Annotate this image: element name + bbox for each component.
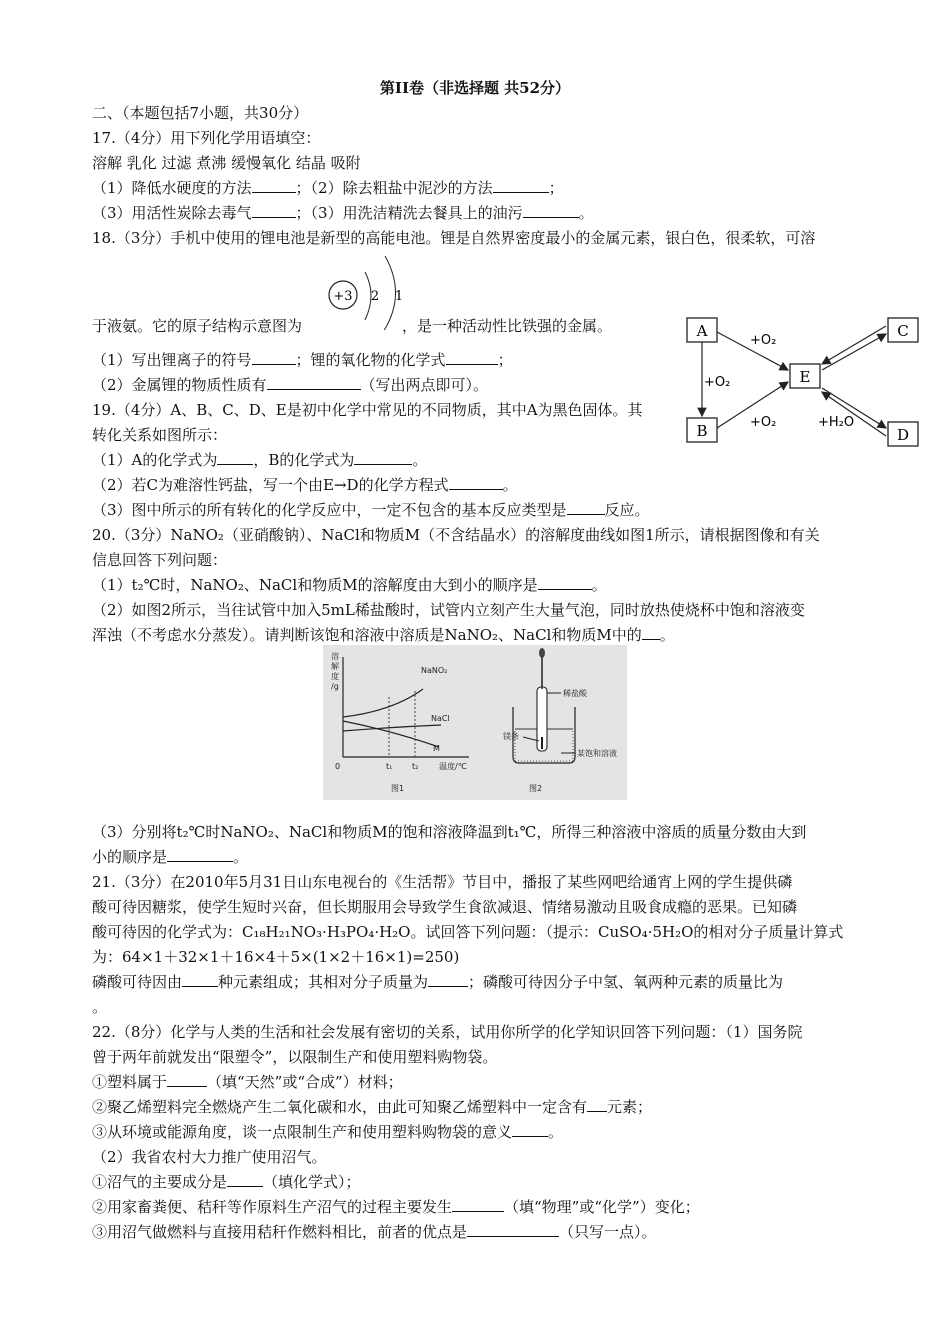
q21-line3: 酸可待因的化学式为：C₁₈H₂₁NO₃·H₃PO₄·H₂O。试回答下列问题：（提示：CuSO₄·5H₂O的相对分子质量计算式 [92, 923, 844, 941]
fig1-caption: 图1 [391, 784, 405, 793]
t2-label: t₂ [412, 762, 419, 771]
label-a-b: +O₂ [704, 375, 731, 390]
mg-label: 镁条 [503, 732, 519, 741]
label-b-e: +O₂ [750, 415, 777, 430]
q17-options: 溶解 乳化 过滤 煮沸 缓慢氧化 结晶 吸附 [92, 154, 361, 172]
xaxis-label: 温度/℃ [439, 762, 467, 771]
q22-b2: ②用家畜粪便、秸秆等作原料生产沼气的过程主要发生 （填“物理”或“化学”）变化； [92, 1198, 700, 1216]
blank[interactable] [217, 450, 253, 465]
blank[interactable] [567, 500, 605, 515]
svg-text:/g: /g [331, 682, 339, 691]
blank[interactable] [523, 203, 579, 218]
q22-line2: 曾于两年前就发出“限塑令”，以限制生产和使用塑料购物袋。 [92, 1048, 498, 1066]
q22-a3: ③从环境或能源角度，谈一点限制生产和使用塑料购物袋的意义 。 [92, 1123, 564, 1141]
paper-title: 第II卷（非选择题 共52分） [379, 79, 571, 97]
q20-part3b: 小的顺序是 。 [92, 848, 249, 866]
fig2-caption: 图2 [529, 784, 543, 793]
blank[interactable] [449, 475, 503, 490]
q18-part1: （1）写出锂离子的符号 ；锂的氧化物的化学式 ； [92, 351, 513, 369]
q19-stem2: 转化关系如图所示： [92, 426, 228, 444]
q17-line2: （3）用活性炭除去毒气 ；（3）用洗洁精洗去餐具上的油污 。 [92, 204, 594, 222]
blank[interactable] [467, 1222, 559, 1237]
q22-a1: ①塑料属于 （填“天然”或“合成”）材料； [92, 1073, 403, 1091]
q18-cont-a: 于液氨。它的原子结构示意图为 [92, 317, 303, 335]
q18-cont-b: ，是一种活动性比铁强的金属。 [402, 317, 613, 335]
blank[interactable] [167, 847, 233, 862]
t1-label: t₁ [386, 762, 393, 771]
atom-shell2: 1 [394, 289, 404, 304]
q21-line2: 酸可待因糖浆，使学生短时兴奋，但长期服用会导致学生食欲减退、情绪易激动且吸食成瘾的恶果。已知磷 [92, 898, 798, 916]
q22-line1: 22.（8分）化学与人类的生活和社会发展有密切的关系，试用你所学的化学知识回答下列问题：（1）国务院 [92, 1023, 803, 1041]
blank[interactable] [252, 350, 296, 365]
blank[interactable] [182, 972, 218, 987]
origin-label: 0 [335, 762, 341, 771]
q20-stem1: 20.（3分）NaNO₂（亚硝酸钠）、NaCl和物质M（不含结晶水）的溶解度曲线如图1所示，请根据图像和有关 [92, 526, 820, 544]
blank[interactable] [587, 1097, 607, 1112]
blank[interactable] [512, 1122, 548, 1137]
label-a-e: +O₂ [750, 333, 777, 348]
q22-b3: ③用沼气做燃料与直接用秸秆作燃料相比，前者的优点是 （只写一点）。 [92, 1223, 657, 1241]
blank[interactable] [354, 450, 412, 465]
q19-stem1: 19.（4分）A、B、C、D、E是初中化学中常见的不同物质，其中A为黑色固体。其 [92, 401, 643, 419]
nacl-label: NaCl [431, 714, 450, 723]
q17-line1: （1）降低水硬度的方法 ；（2）除去粗盐中泥沙的方法 ； [92, 179, 564, 197]
q18-part2: （2）金属锂的物质性质有 （写出两点即可）。 [92, 376, 489, 394]
node-d: D [896, 426, 910, 444]
solution-label: 某饱和溶液 [577, 749, 617, 758]
q22-a2: ②聚乙烯塑料完全燃烧产生二氧化碳和水，由此可知聚乙烯塑料中一定含有 元素； [92, 1098, 653, 1116]
blank[interactable] [428, 972, 468, 987]
node-c: C [897, 322, 909, 340]
svg-text:解: 解 [331, 662, 339, 671]
node-a: A [696, 322, 708, 340]
q22-b1: ①沼气的主要成分是 （填化学式）； [92, 1173, 361, 1191]
section-heading: 二、（本题包括7小题，共30分） [92, 104, 309, 122]
m-label: M [433, 744, 440, 753]
q22-line3: （2）我省农村大力推广使用沼气。 [92, 1148, 327, 1166]
blank[interactable] [493, 178, 549, 193]
q20-part2b: 浑浊（不考虑水分蒸发）。请判断该饱和溶液中溶质是NaNO₂、NaCl和物质M中的 。 [92, 626, 675, 644]
fig1-ylabel: 溶 [331, 652, 339, 661]
atom-shell1: 2 [370, 289, 380, 304]
blank[interactable] [446, 350, 498, 365]
nano2-label: NaNO₂ [421, 666, 448, 675]
q17-stem: 17.（4分）用下列化学用语填空： [92, 129, 321, 147]
q21-line1: 21.（3分）在2010年5月31日山东电视台的《生活帮》节目中，播报了某些网吧给通宵上网的学生提供磷 [92, 873, 793, 891]
label-d-e: +H₂O [818, 415, 855, 430]
q20-stem2: 信息回答下列问题： [92, 551, 228, 569]
blank[interactable] [252, 203, 296, 218]
blank[interactable] [452, 1197, 504, 1212]
q20-part3a: （3）分别将t₂℃时NaNO₂、NaCl和物质M的饱和溶液降温到t₁℃，所得三种溶液中溶质的质量分数由大到 [92, 823, 807, 841]
q18-stem: 18.（3分）手机中使用的锂电池是新型的高能电池。锂是自然界密度最小的金属元素，银白色，很柔软，可溶 [92, 229, 816, 247]
svg-text:度: 度 [331, 672, 339, 681]
blank[interactable] [167, 1072, 207, 1087]
q20-part1: （1）t₂℃时，NaNO₂、NaCl和物质M的溶解度由大到小的顺序是 。 [92, 576, 607, 594]
q21-line6: 。 [92, 998, 108, 1016]
blank[interactable] [538, 575, 592, 590]
blank[interactable] [227, 1172, 263, 1187]
q20-part2a: （2）如图2所示，当往试管中加入5mL稀盐酸时，试管内立刻产生大量气泡，同时放热使烧杯中饱和溶液变 [92, 601, 805, 619]
q21-line4: 为：64×1＋32×1＋16×4＋5×(1×2＋16×1)=250) [92, 948, 460, 966]
acid-label: 稀盐酸 [563, 689, 587, 698]
q21-line5: 磷酸可待因由 种元素组成；其相对分子质量为 ；磷酸可待因分子中氢、氧两种元素的质量比为 [92, 973, 784, 991]
q20-figures [323, 645, 627, 800]
node-e: E [799, 368, 811, 386]
q19-part3: （3）图中所示的所有转化的化学反应中，一定不包含的基本反应类型是 反应。 [92, 501, 650, 519]
q19-part1: （1）A的化学式为 ，B的化学式为 。 [92, 451, 428, 469]
blank[interactable] [642, 625, 660, 640]
q19-part2: （2）若C为难溶性钙盐，写一个由E→D的化学方程式 。 [92, 476, 518, 494]
blank[interactable] [252, 178, 296, 193]
atom-nucleus: +3 [333, 289, 353, 304]
blank[interactable] [267, 375, 361, 390]
q19-transformation-diagram [684, 310, 924, 450]
node-b: B [696, 422, 708, 440]
